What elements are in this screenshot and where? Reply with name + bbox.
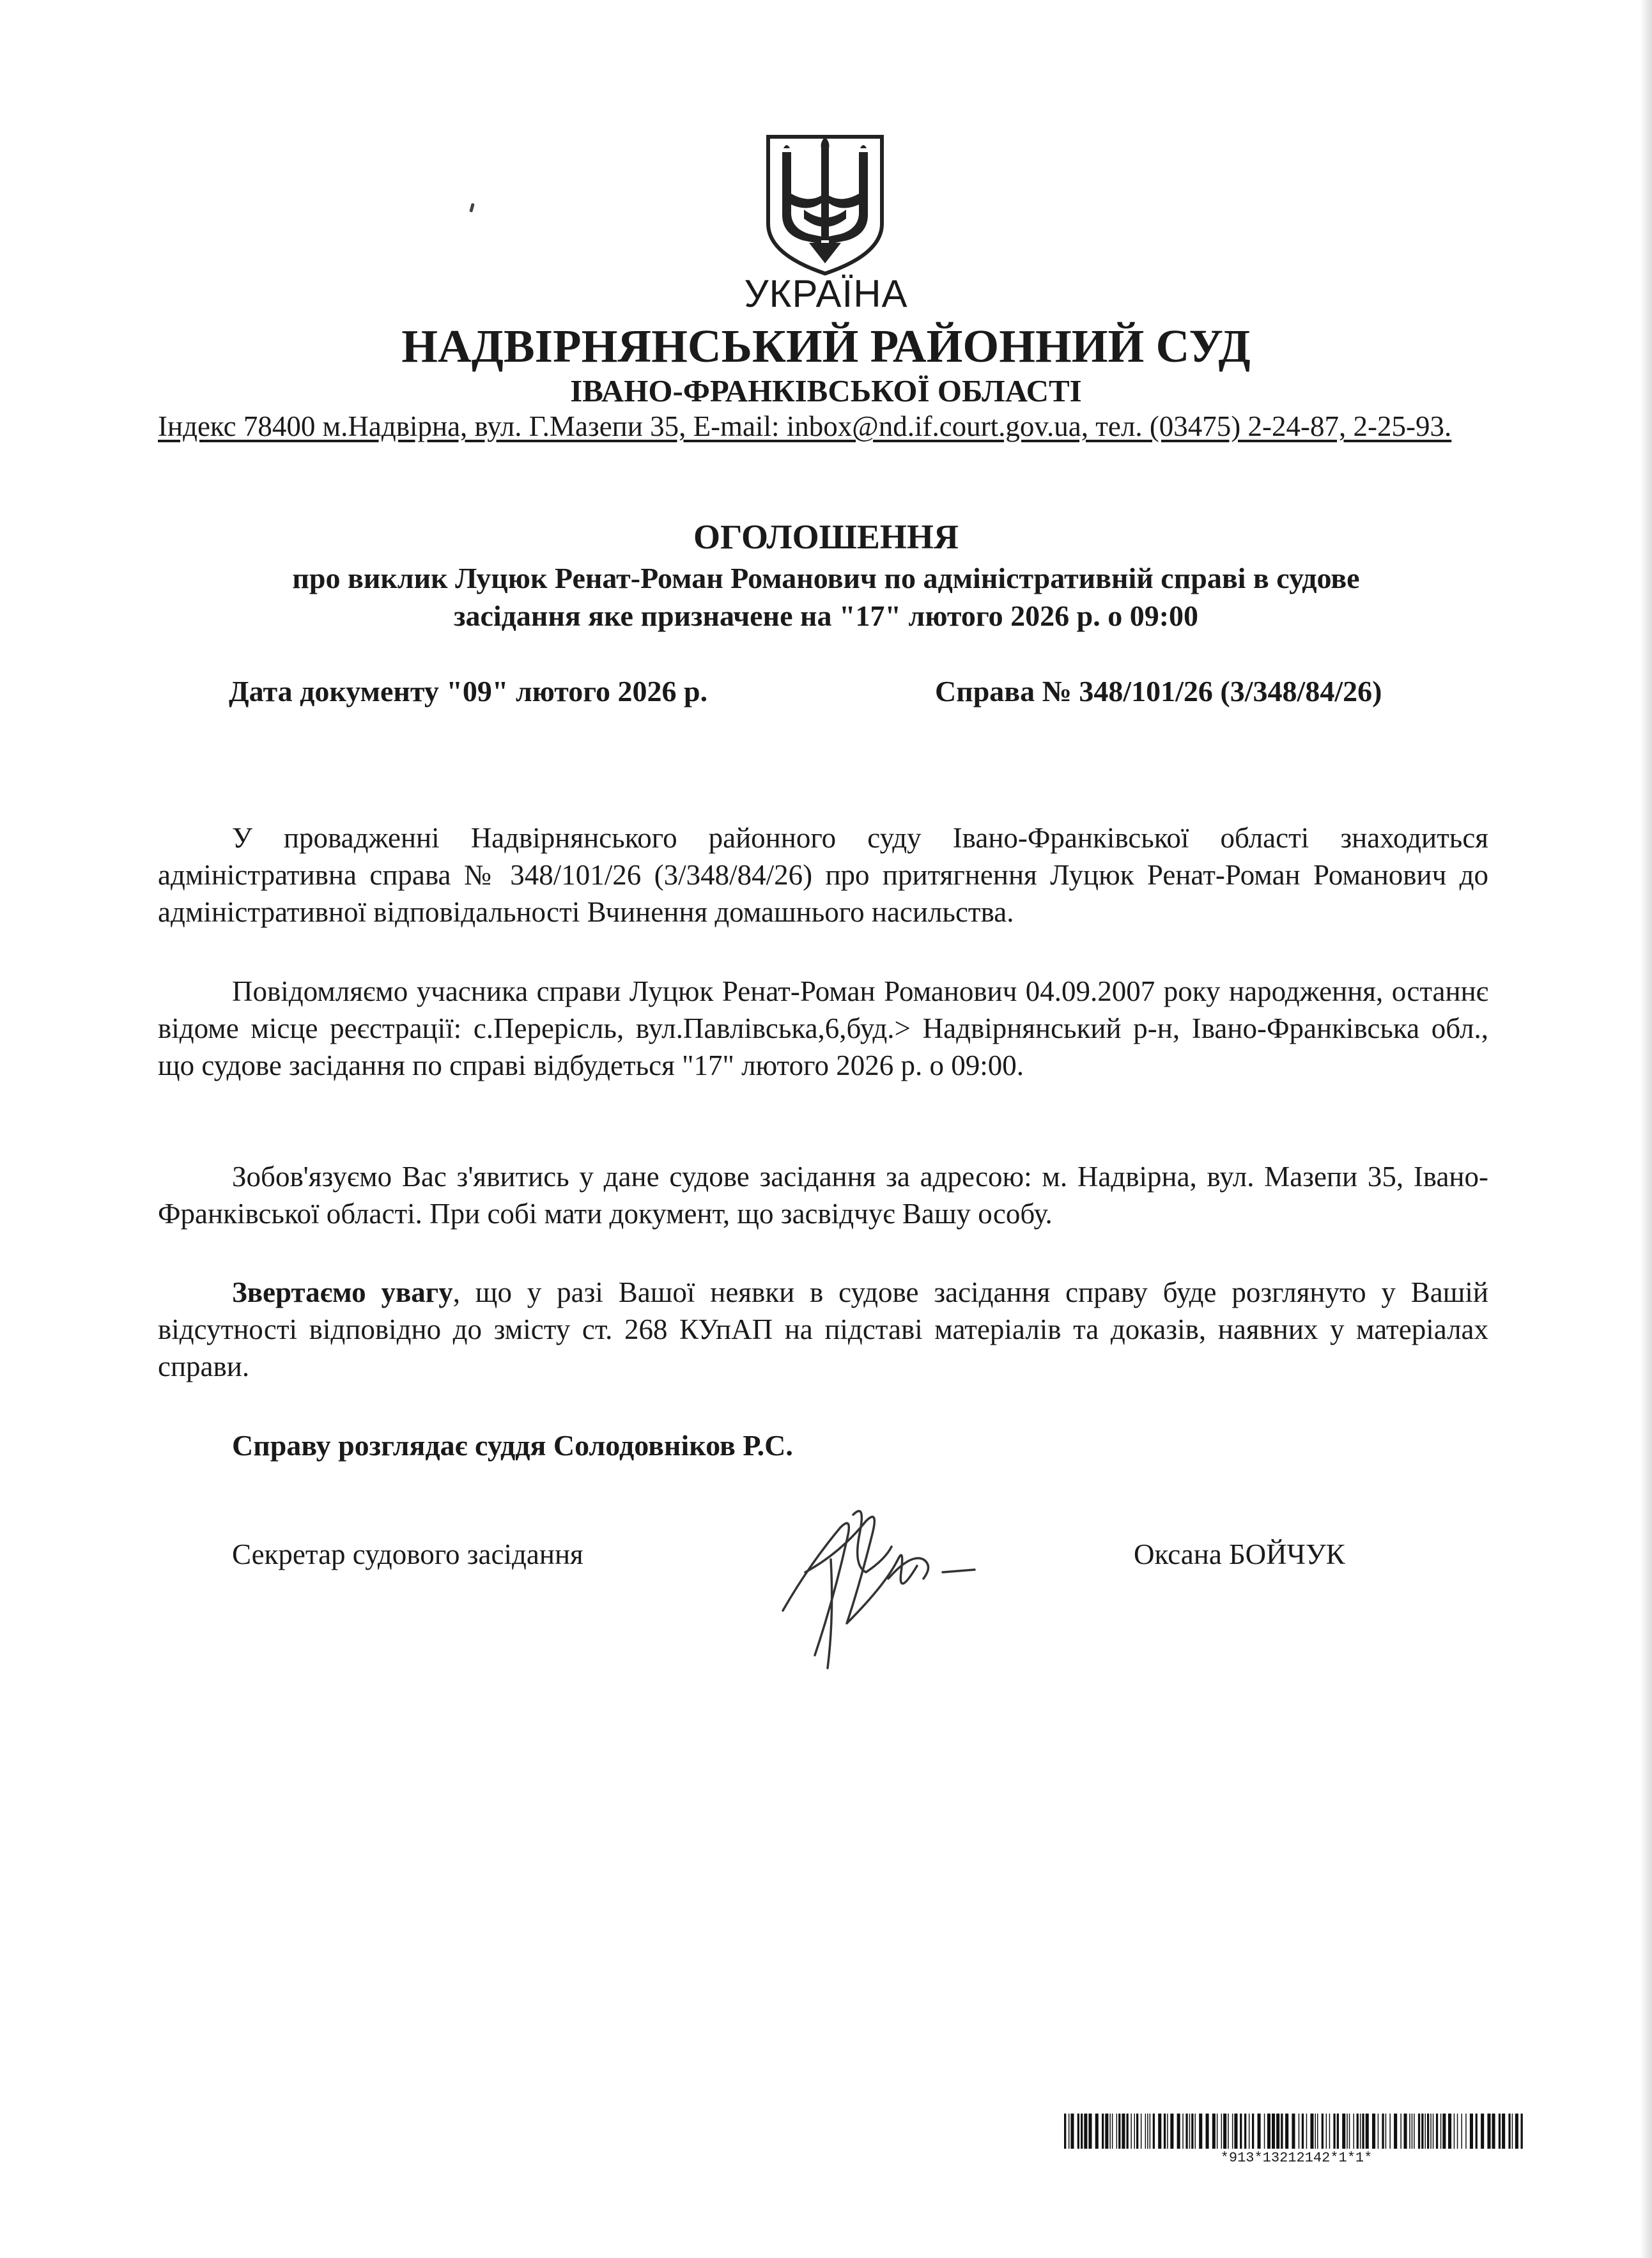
barcode-bar [1430,2114,1432,2149]
barcode-bar [1234,2114,1237,2149]
barcode-bar [1436,2114,1438,2149]
barcode-bar [1412,2114,1413,2149]
barcode-bar [1272,2114,1275,2149]
barcode-bar [1306,2114,1308,2149]
country-name: УКРАЇНА [744,272,908,315]
barcode-bar [1414,2114,1415,2149]
barcode-bar [1249,2114,1250,2149]
paragraph-hearing-notice [158,973,1488,1084]
barcode-bar [1299,2114,1300,2149]
barcode-bar [1362,2114,1364,2149]
paragraph-proceedings [158,819,1488,931]
barcode-bar [1070,2114,1074,2149]
notice-title: ОГОЛОШЕННЯ [693,518,959,556]
barcode-bar [1326,2114,1327,2149]
barcode-bar [1212,2114,1216,2149]
barcode-bar [1409,2114,1410,2149]
barcode-bar [1217,2114,1218,2149]
paragraph-text: Повідомляємо учасника справи Луцюк Ренат-Роман Романович 04.09.2007 року народження, останнє відоме місце реєстрації: с.Перерісль, вул.Павлівська,6,буд.> Надвірнянський р-н, Івано-Франківська обл., що судове засідання по справі відбудеться "17" лютого 2026 р. о 09:00. [158,975,1488,1081]
barcode-bar [1170,2114,1173,2149]
barcode-bar [1264,2114,1265,2149]
barcode-bar [1102,2114,1104,2149]
barcode-bar [1292,2114,1295,2149]
barcode-bar [1095,2114,1099,2149]
barcode-bar [1499,2114,1501,2149]
barcode-bar [1386,2114,1387,2149]
barcode-bar [1191,2114,1193,2149]
barcode-bar [1116,2114,1118,2149]
barcode-bar [1389,2114,1391,2149]
barcode-bar [1167,2114,1168,2149]
barcode-bar [1189,2114,1191,2149]
barcode-bar [1195,2114,1196,2149]
barcode-bar [1347,2114,1348,2149]
barcode-bar [1337,2114,1339,2149]
barcode-bar [1508,2114,1510,2149]
barcode-bar [1342,2114,1345,2149]
barcode-bar [1232,2114,1233,2149]
barcode-bar [1425,2114,1426,2149]
barcode-bar [1252,2114,1254,2149]
barcode-bar [1285,2114,1288,2149]
barcode-bar [1244,2114,1246,2149]
paragraph-summons [158,1158,1488,1232]
court-region: ІВАНО-ФРАНКІВСЬКОЇ ОБЛАСТІ [570,373,1082,408]
barcode-bar [1502,2114,1505,2149]
barcode-bar [1182,2114,1184,2149]
barcode-bar [1206,2114,1209,2149]
secretary-role: Секретар судового засідання [232,1538,583,1570]
barcode-bar [1421,2114,1423,2149]
barcode-bar [1258,2114,1261,2149]
barcode-bar [1470,2114,1473,2149]
barcode-bar [1354,2114,1355,2149]
document-date: Дата документу "09" лютого 2026 р. [229,675,708,708]
barcode-bar [1440,2114,1442,2149]
barcode-bar [1462,2114,1463,2149]
barcode-bar [1228,2114,1229,2149]
warning-emphasis: Звертаємо увагу [232,1276,453,1308]
barcode-bar [1112,2114,1113,2149]
barcode-bar [1158,2114,1161,2149]
barcode-bar [1131,2114,1132,2149]
barcode-bar [1492,2114,1495,2149]
handwritten-signature [770,1489,1000,1681]
barcode-bar [1333,2114,1335,2149]
barcode-bar [1322,2114,1324,2149]
trident-coat-of-arms-icon [764,133,886,277]
barcode-bar [1281,2114,1283,2149]
notice-subtitle-line1: про виклик Луцюк Ренат-Роман Романович по адміністративній справі в судове [292,562,1360,594]
barcode-bar [1457,2114,1458,2149]
barcode-bar [1427,2114,1429,2149]
barcode-bar [1442,2114,1446,2149]
barcode-bar [1118,2114,1120,2149]
secretary-name: Оксана БОЙЧУК [1134,1538,1345,1570]
barcode-bar [1109,2114,1111,2149]
scan-speck [469,203,474,213]
barcode-bar [1433,2114,1434,2149]
barcode-bar [1382,2114,1384,2149]
barcode-bar [1418,2114,1420,2149]
barcode-bar [1147,2114,1148,2149]
barcode-bar [1164,2114,1166,2149]
barcode-bar [1481,2114,1484,2149]
barcode-bar [1310,2114,1313,2149]
barcode-bar [1127,2114,1129,2149]
barcode-bar [1454,2114,1455,2149]
judge-line: Справу розглядає суддя Солодовніков Р.С. [232,1429,793,1462]
barcode-bar [1145,2114,1146,2149]
barcode-bar [1276,2114,1279,2149]
barcode-bar [1069,2114,1070,2149]
barcode-bar [1141,2114,1142,2149]
barcode-bar [1315,2114,1316,2149]
barcode-bar [1515,2114,1518,2149]
barcode-bar [1064,2114,1066,2149]
barcode-bar [1349,2114,1350,2149]
barcode-bar [1136,2114,1138,2149]
barcode-bar [1400,2114,1401,2149]
court-contacts: Індекс 78400 м.Надвірна, вул. Г.Мазепи 35, E-mail: inbox@nd.if.court.gov.ua, тел. (03475) 2-24-87, 2-25-93. [158,410,1452,442]
barcode-bar [1317,2114,1318,2149]
barcode-bar [1150,2114,1151,2149]
barcode-bar [1378,2114,1379,2149]
case-number: Справа № 348/101/26 (3/348/84/26) [935,675,1382,708]
barcode-bar [1476,2114,1478,2149]
barcode-bar [1512,2114,1513,2149]
barcode-bar [1177,2114,1180,2149]
barcode-bar [1221,2114,1223,2149]
barcode-bar [1329,2114,1331,2149]
court-name: НАДВІРНЯНСЬКИЙ РАЙОННИЙ СУД [401,320,1251,372]
barcode-bar [1134,2114,1136,2149]
barcode-bar [1394,2114,1397,2149]
barcode-bar [1487,2114,1490,2149]
barcode-bar [1357,2114,1359,2149]
barcode-bar [1366,2114,1369,2149]
barcode-bar [1185,2114,1187,2149]
barcode-bar [1465,2114,1467,2149]
barcode-bar [1077,2114,1079,2149]
barcode-bar [1240,2114,1242,2149]
barcode-bar [1088,2114,1092,2149]
paragraph-text [158,1274,1488,1385]
barcode-icon [1064,2114,1529,2149]
warning-text: , що у разі Вашої неявки в судове засідання справу буде розглянуто у Вашій відсутності відповідно до змісту ст. 268 КУпАП на підставі матеріалів та доказів, наявних у матеріалах справи. [158,1276,1488,1382]
barcode-bar [1122,2114,1125,2149]
paragraph-warning [158,1274,1488,1385]
barcode-bar [1199,2114,1202,2149]
paragraph-text: У провадженні Надвірнянського районного суду Івано-Франківської області знаходиться адміністративна справа № 348/101/26 (3/348/84/26) про притягнення Луцюк Ренат-Роман Романович до адміністративної відповідальності Вчинення домашнього насильства. [158,822,1488,928]
paragraph-text: Зобов'язуємо Вас з'явитись у дане судове засідання за адресою: м. Надвірна, вул. Мазепи 35, Івано-Франківської області. При собі мати документ, що засвідчує Вашу особу. [158,1161,1488,1230]
barcode-text: *913*13212142*1*1* [1220,2150,1373,2166]
notice-subtitle-line2: засідання яке призначене на "17" лютого 2026 р. о 09:00 [453,599,1199,632]
barcode-bar [1084,2114,1087,2149]
barcode-bar [1223,2114,1226,2149]
barcode-bar [1521,2114,1523,2149]
barcode-bar [1372,2114,1375,2149]
barcode-bar [1153,2114,1155,2149]
barcode-bar [1105,2114,1108,2149]
barcode-bar [1404,2114,1407,2149]
barcode-bar [1267,2114,1270,2149]
barcode-bar [1081,2114,1083,2149]
barcode-bar [1360,2114,1361,2149]
barcode-bar [1302,2114,1304,2149]
barcode-bar [1448,2114,1451,2149]
